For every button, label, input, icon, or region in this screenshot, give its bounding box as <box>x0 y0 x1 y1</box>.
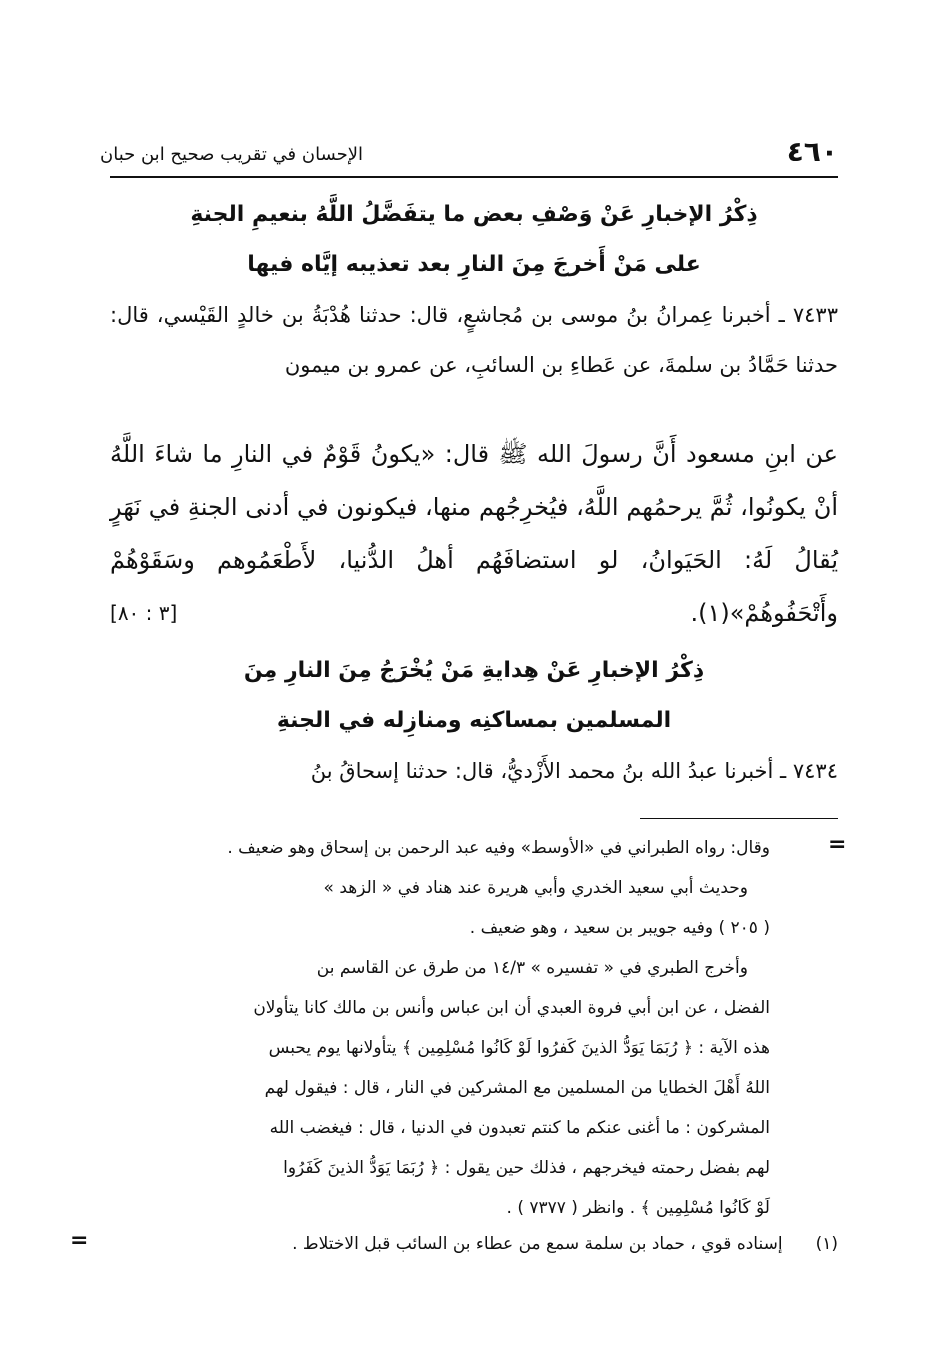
footnote-line: وقال: رواه الطبراني في «الأوسط» وفيه عبد الرحمن بن إسحاق وهو ضعيف . <box>227 838 770 858</box>
hadith-matn: عن ابنِ مسعود أَنَّ رسولَ الله ﷺ قال: «يكونُ قَوْمٌ في النارِ ما شاءَ اللَّهُ أنْ يكونُوا، ثُمَّ يرحمُهم اللَّهُ، فيُخرِجُهم منها، فيكونون في أدنى الجنةِ في نَهَرٍ يُقالُ لَهُ: الحَيَوانُ، لو استضافَهُم أهلُ الدُّنيا، لأَطْعَمُوهم وسَقَوْهُمْ وأَتْحَفُوهُمْ»(١). <box>110 440 838 627</box>
footnote-line: هذه الآية : ﴿ رُبَمَا يَوَدُّ الذينَ كَفرُوا لَوْ كَانُوا مُسْلِمِين ﴾ يتأولانها يوم يحبس <box>268 1038 770 1058</box>
footnote-1 <box>110 1226 838 1262</box>
footnote-continuation <box>110 828 770 1228</box>
hadith-number: ٧٤٣٣ ـ <box>778 303 838 327</box>
footnote-line: وأخرج الطبري في « تفسيره » ١٤/٣ من طرق عن القاسم بن <box>316 958 748 978</box>
isnad-text: أخبرنا عبدُ الله بنُ محمد الأَزْديُّ، قال: حدثنا إسحاقُ بنُ <box>310 759 774 783</box>
isnad-paragraph <box>110 290 838 390</box>
section-heading-line: ذِكْرُ الإخبارِ عَنْ وَصْفِ بعض ما يتفَضَّلُ اللَّهُ بنعيمِ الجنةِ <box>190 202 758 227</box>
hadith-matn-block <box>110 428 838 640</box>
page-number: ٤٦٠ <box>786 135 838 168</box>
footnote-line: لهم بفضل رحمته فيخرجهم ، فذلك حين يقول : ﴿ رُبَمَا يَوَدُّ الذينَ كَفَرُوا <box>283 1158 770 1178</box>
footnote-line: وحديث أبي سعيد الخدري وأبي هريرة عند هناد في « الزهد » <box>323 878 748 898</box>
footnote-line: لَوْ كَانُوا مُسْلِمِين ﴾ . وانظر ( ٧٣٧٧ ) . <box>506 1198 770 1218</box>
section-1 <box>110 190 838 390</box>
footnote-number: (١) <box>815 1234 838 1254</box>
footnote-text: إسناده قوي ، حماد بن سلمة سمع من عطاء بن السائب قبل الاختلاط . <box>292 1234 783 1254</box>
section-heading-line: على مَنْ أَخرجَ مِنَ النارِ بعد تعذيبه إيَّاه فيها <box>247 252 701 277</box>
hadith-reference: [٣ : ٨٠] <box>110 601 178 625</box>
running-title: الإحسان في تقريب صحيح ابن حبان <box>100 144 364 165</box>
section-heading-line: المسلمين بمساكنِه ومنازِله في الجنةِ <box>276 708 672 733</box>
footnote-divider <box>640 818 838 819</box>
section-2 <box>110 646 838 796</box>
header-divider <box>110 176 838 178</box>
footnote-line: ( ٢٠٥ ) وفيه جويبر بن سعيد ، وهو ضعيف . <box>469 918 770 938</box>
isnad-paragraph <box>110 746 838 796</box>
continuation-mark: = <box>828 832 847 857</box>
footnote-line: المشركون : ما أغنى عنكم ما كنتم تعبدون في الدنيا ، قال : فيغضب الله <box>269 1118 770 1138</box>
hadith-number: ٧٤٣٤ ـ <box>780 759 838 783</box>
footnote-line: اللهُ أَهْلَ الخطايا من المسلمين مع المشركين في النار ، قال : فيقول لهم <box>264 1078 770 1098</box>
footnote-line: الفضل ، عن ابن أبي فروة العبدي أن ابن عباس وأنس بن مالك كانا يتأولان <box>253 998 770 1018</box>
continuation-mark: = <box>70 1228 89 1253</box>
section-heading-line: ذِكْرُ الإخبارِ عَنْ هِدايةِ مَنْ يُخْرَجُ مِنَ النارِ مِنَ <box>243 658 705 683</box>
isnad-text: أخبرنا عِمرانُ بنُ موسى بن مُجاشعٍ، قال: حدثنا هُدْبَةُ بن خالدٍ القَيْسي، قال: حدثنا حَمَّادُ بن سلمةَ، عن عَطاءِ بن السائبِ، عن عمرو بن ميمون <box>110 303 838 377</box>
